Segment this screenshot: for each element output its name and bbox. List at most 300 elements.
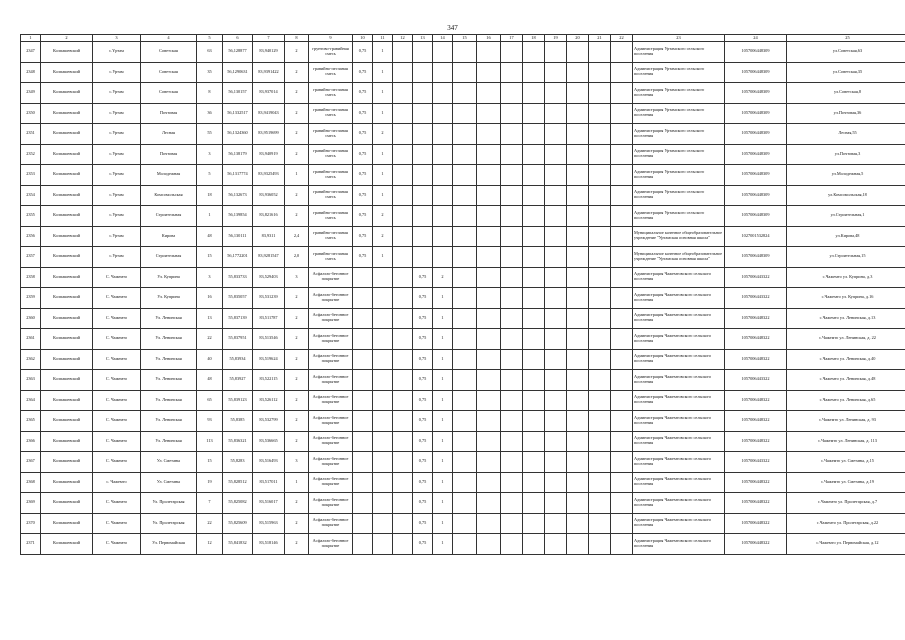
empty-cell [545,452,567,473]
address-cell: ул.Кирова,48 [787,226,905,247]
house-cell: 18 [197,185,223,206]
volume-cell [413,124,433,145]
district-cell: Колпашевский [41,124,93,145]
latitude-cell: 56,1290631 [223,62,253,83]
ogrn-cell: 1057006448309 [725,42,787,63]
longitude-cell: 83,532799 [253,411,285,432]
latitude-cell: 56,128877 [223,42,253,63]
longitude-cell: 83,9519699 [253,124,285,145]
count-cell: 1 [433,390,453,411]
address-cell: ул.Советская,8 [787,83,905,104]
empty-cell [477,185,501,206]
count-cell: 2 [373,124,393,145]
longitude-cell: 83,531239 [253,288,285,309]
longitude-cell: 83,936052 [253,185,285,206]
empty-cell [545,103,567,124]
latitude-cell: 56,1772201 [223,247,253,268]
column-number: 3 [93,35,141,42]
count-cell [433,165,453,186]
empty-cell [501,103,523,124]
empty-cell [393,247,413,268]
empty-cell [453,165,477,186]
table-row [21,472,905,493]
count-cell [433,247,453,268]
volume-cell: 0,75 [413,493,433,514]
area-cell: 2 [285,493,309,514]
empty-cell [611,42,633,63]
latitude-cell: 55,836321 [223,431,253,452]
longitude-cell: 83,9325493 [253,165,285,186]
address-cell: с.Чажемто ул. Ленинская, д.65 [787,390,905,411]
row-number: 2362 [21,349,41,370]
empty-cell [545,390,567,411]
volume-cell [353,534,373,555]
empty-cell [589,267,611,288]
table-row [21,513,905,534]
column-number: 17 [501,35,523,42]
area-cell: 2 [285,513,309,534]
street-cell: Ул. Куприна [141,288,197,309]
ogrn-cell: 1057006448322 [725,431,787,452]
empty-cell [611,226,633,247]
longitude-cell: 83,9281547 [253,247,285,268]
row-number: 2365 [21,411,41,432]
area-cell: 2 [285,42,309,63]
address-cell: ул.Строительная,15 [787,247,905,268]
empty-cell [523,124,545,145]
column-number: 7 [253,35,285,42]
empty-cell [589,452,611,473]
empty-cell [453,431,477,452]
count-cell [373,390,393,411]
address-cell: с.Чажемто ул. Сметаны, д.19 [787,472,905,493]
district-cell: Колпашевский [41,349,93,370]
count-cell [373,370,393,391]
table-row [21,308,905,329]
empty-cell [477,534,501,555]
empty-cell [393,206,413,227]
street-cell: Ул. Ленинская [141,370,197,391]
count-cell: 1 [433,534,453,555]
volume-cell: 0,75 [413,534,433,555]
table-row [21,431,905,452]
ogrn-cell: 1057006448322 [725,411,787,432]
volume-cell: 0,75 [413,370,433,391]
house-cell: 1 [197,206,223,227]
empty-cell [611,206,633,227]
district-cell: Колпашевский [41,226,93,247]
volume-cell [353,308,373,329]
volume-cell [353,288,373,309]
empty-cell [567,206,589,227]
ogrn-cell: 1057006448322 [725,534,787,555]
empty-cell [523,411,545,432]
registry-table [20,34,905,555]
table-row [21,288,905,309]
empty-cell [589,42,611,63]
table-row [21,165,905,186]
empty-cell [589,493,611,514]
empty-cell [453,267,477,288]
empty-cell [393,349,413,370]
count-cell [373,472,393,493]
owner-cell: Администрация Чажемтовского сельского поселения [633,390,725,411]
empty-cell [393,452,413,473]
area-cell: 2 [285,83,309,104]
locality-cell: С. Чажемто [93,493,141,514]
cover-type-cell: Асфальто-бетонное покрытие [309,472,353,493]
empty-cell [523,83,545,104]
row-number: 2354 [21,185,41,206]
empty-cell [501,534,523,555]
empty-cell [589,62,611,83]
district-cell: Колпашевский [41,431,93,452]
cover-type-cell: гравийно-песчаная смесь [309,83,353,104]
column-number: 20 [567,35,589,42]
empty-cell [567,165,589,186]
table-row [21,329,905,350]
empty-cell [477,513,501,534]
empty-cell [393,226,413,247]
longitude-cell: 83,821616 [253,206,285,227]
latitude-cell: 55,839123 [223,390,253,411]
count-cell: 1 [373,165,393,186]
cover-type-cell: гравийно-песчаная смесь [309,62,353,83]
empty-cell [501,329,523,350]
locality-cell: с.Уртам [93,124,141,145]
address-cell: с.Чажемто ул. Ленинская, д. 22 [787,329,905,350]
empty-cell [589,206,611,227]
empty-cell [567,390,589,411]
house-cell: 48 [197,226,223,247]
locality-cell: С. Чажемто [93,308,141,329]
cover-type-cell: Асфальто-бетонное покрытие [309,308,353,329]
volume-cell [353,513,373,534]
empty-cell [453,472,477,493]
count-cell [373,411,393,432]
empty-cell [393,185,413,206]
empty-cell [477,390,501,411]
empty-cell [477,370,501,391]
area-cell: 2 [285,103,309,124]
empty-cell [477,288,501,309]
volume-cell: 0,75 [413,431,433,452]
empty-cell [453,513,477,534]
locality-cell: с.Уртам [93,83,141,104]
house-cell: 19 [197,472,223,493]
address-cell: ул.Советская,63 [787,42,905,63]
empty-cell [545,513,567,534]
table-row [21,62,905,83]
street-cell: Комсомольская [141,185,197,206]
empty-cell [453,329,477,350]
locality-cell: С. Чажемто [93,267,141,288]
volume-cell [353,390,373,411]
empty-cell [611,267,633,288]
area-cell: 2 [285,62,309,83]
empty-cell [589,370,611,391]
latitude-cell: 56,1317774 [223,165,253,186]
count-cell: 1 [433,513,453,534]
count-cell: 2 [433,267,453,288]
empty-cell [523,431,545,452]
empty-cell [523,185,545,206]
column-number: 12 [393,35,413,42]
locality-cell: С. Чажемто [93,452,141,473]
owner-cell: Администрация Уртамского сельского поселения [633,165,725,186]
empty-cell [567,534,589,555]
volume-cell: 0,75 [413,390,433,411]
empty-cell [453,349,477,370]
empty-cell [501,83,523,104]
count-cell [373,349,393,370]
cover-type-cell: гравийно-песчаная смесь [309,165,353,186]
volume-cell: 0,75 [413,288,433,309]
count-cell: 1 [433,370,453,391]
volume-cell [353,452,373,473]
column-number: 21 [589,35,611,42]
empty-cell [611,411,633,432]
cover-type-cell: гравийно-песчаная смесь [309,103,353,124]
house-cell: 8 [197,83,223,104]
empty-cell [611,165,633,186]
empty-cell [477,349,501,370]
house-cell: 22 [197,513,223,534]
address-cell: ул.Молодежная,5 [787,165,905,186]
empty-cell [393,103,413,124]
empty-cell [453,288,477,309]
volume-cell: 0,75 [353,206,373,227]
empty-cell [393,308,413,329]
empty-cell [393,431,413,452]
empty-cell [567,83,589,104]
locality-cell: с.Уртам [93,103,141,124]
locality-cell: с.Уртам [93,247,141,268]
table-row [21,534,905,555]
empty-cell [501,308,523,329]
area-cell: 2 [285,308,309,329]
address-cell: с.Чажемто ул. Сметаны, д.15 [787,452,905,473]
house-cell: 65 [197,390,223,411]
volume-cell: 0,75 [413,411,433,432]
empty-cell [501,185,523,206]
empty-cell [453,370,477,391]
column-number-row [21,35,905,42]
empty-cell [453,452,477,473]
locality-cell: с.Уртам [93,165,141,186]
volume-cell: 0,75 [353,185,373,206]
empty-cell [611,247,633,268]
empty-cell [567,288,589,309]
count-cell [433,206,453,227]
volume-cell: 0,75 [413,513,433,534]
cover-type-cell: грунтово-гравийная смесь [309,42,353,63]
empty-cell [611,83,633,104]
table-row [21,390,905,411]
ogrn-cell: 1057006448309 [725,83,787,104]
column-number: 19 [545,35,567,42]
locality-cell: С. Чажемто [93,370,141,391]
empty-cell [477,411,501,432]
locality-cell: с.Уртам [93,206,141,227]
street-cell: Ул. Пролетарская [141,513,197,534]
row-number: 2347 [21,42,41,63]
house-cell: 63 [197,42,223,63]
row-number: 2370 [21,513,41,534]
table-row [21,185,905,206]
table-row [21,103,905,124]
address-cell: с.Чажемто ул. Куприна, д.16 [787,288,905,309]
table-row [21,267,905,288]
empty-cell [501,431,523,452]
ogrn-cell: 1057006443322 [725,370,787,391]
row-number: 2368 [21,472,41,493]
empty-cell [611,62,633,83]
volume-cell [353,267,373,288]
empty-cell [611,472,633,493]
empty-cell [567,144,589,165]
empty-cell [453,124,477,145]
volume-cell: 0,75 [353,226,373,247]
longitude-cell: 83,940919 [253,144,285,165]
district-cell: Колпашевский [41,288,93,309]
empty-cell [477,472,501,493]
table-row [21,42,905,63]
house-cell: 3 [197,144,223,165]
district-cell: Колпашевский [41,165,93,186]
volume-cell: 0,75 [353,165,373,186]
column-number: 24 [725,35,787,42]
volume-cell [353,411,373,432]
longitude-cell: 83,522115 [253,370,285,391]
empty-cell [523,329,545,350]
empty-cell [545,267,567,288]
area-cell: 2 [285,411,309,432]
empty-cell [611,308,633,329]
latitude-cell: 55,83927 [223,370,253,391]
empty-cell [523,288,545,309]
table-row [21,206,905,227]
longitude-cell: 83,519624 [253,349,285,370]
empty-cell [545,165,567,186]
empty-cell [545,534,567,555]
owner-cell: Администрация Чажемтовского сельского поселения [633,329,725,350]
district-cell: Колпашевский [41,370,93,391]
volume-cell: 0,75 [353,42,373,63]
longitude-cell: 83,516017 [253,493,285,514]
district-cell: Колпашевский [41,185,93,206]
table-row [21,226,905,247]
empty-cell [545,185,567,206]
empty-cell [501,124,523,145]
empty-cell [453,144,477,165]
empty-cell [567,103,589,124]
empty-cell [501,390,523,411]
row-number: 2363 [21,370,41,391]
empty-cell [523,226,545,247]
volume-cell [353,493,373,514]
area-cell: 2 [285,144,309,165]
volume-cell: 0,75 [353,124,373,145]
latitude-cell: 55,835057 [223,288,253,309]
empty-cell [477,226,501,247]
empty-cell [589,83,611,104]
column-number: 4 [141,35,197,42]
owner-cell: Администрация Чажемтовского сельского поселения [633,452,725,473]
empty-cell [589,513,611,534]
row-number: 2367 [21,452,41,473]
empty-cell [393,267,413,288]
empty-cell [501,411,523,432]
empty-cell [501,472,523,493]
house-cell: 15 [197,247,223,268]
empty-cell [567,42,589,63]
owner-cell: Администрация Уртамского сельского поселения [633,62,725,83]
ogrn-cell: 1057006443322 [725,267,787,288]
column-number: 15 [453,35,477,42]
empty-cell [523,472,545,493]
count-cell: 1 [373,144,393,165]
empty-cell [523,390,545,411]
count-cell: 1 [433,411,453,432]
table-row [21,370,905,391]
ogrn-cell: 1057006448322 [725,329,787,350]
locality-cell: С. Чажемто [93,431,141,452]
column-number: 5 [197,35,223,42]
count-cell: 1 [433,329,453,350]
empty-cell [453,83,477,104]
cover-type-cell: гравийно-песчаная смесь [309,247,353,268]
area-cell: 1 [285,165,309,186]
district-cell: Колпашевский [41,103,93,124]
address-cell: ул.Почтовая,3 [787,144,905,165]
locality-cell: С. Чажемто [93,534,141,555]
street-cell: Лесная [141,124,197,145]
empty-cell [567,370,589,391]
empty-cell [393,472,413,493]
empty-cell [523,103,545,124]
volume-cell [353,349,373,370]
volume-cell [413,144,433,165]
address-cell: с.Чажемто ул. Куприна, д.3 [787,267,905,288]
latitude-cell: 55,83934 [223,349,253,370]
empty-cell [545,226,567,247]
empty-cell [523,165,545,186]
empty-cell [567,226,589,247]
ogrn-cell: 1057006448309 [725,185,787,206]
empty-cell [523,267,545,288]
empty-cell [545,329,567,350]
locality-cell: с.Уртам [93,226,141,247]
street-cell: Ул. Ленинская [141,411,197,432]
empty-cell [545,493,567,514]
locality-cell: С. Чажемто [93,288,141,309]
owner-cell: Администрация Чажемтовского сельского поселения [633,288,725,309]
area-cell: 2 [285,288,309,309]
house-cell: 5 [197,165,223,186]
empty-cell [393,390,413,411]
empty-cell [545,370,567,391]
longitude-cell: 83,9419043 [253,103,285,124]
empty-cell [453,103,477,124]
volume-cell: 0,75 [413,308,433,329]
count-cell: 1 [433,308,453,329]
latitude-cell: 56,1324360 [223,124,253,145]
empty-cell [523,62,545,83]
empty-cell [589,534,611,555]
ogrn-cell: 1027001532824 [725,226,787,247]
empty-cell [501,144,523,165]
